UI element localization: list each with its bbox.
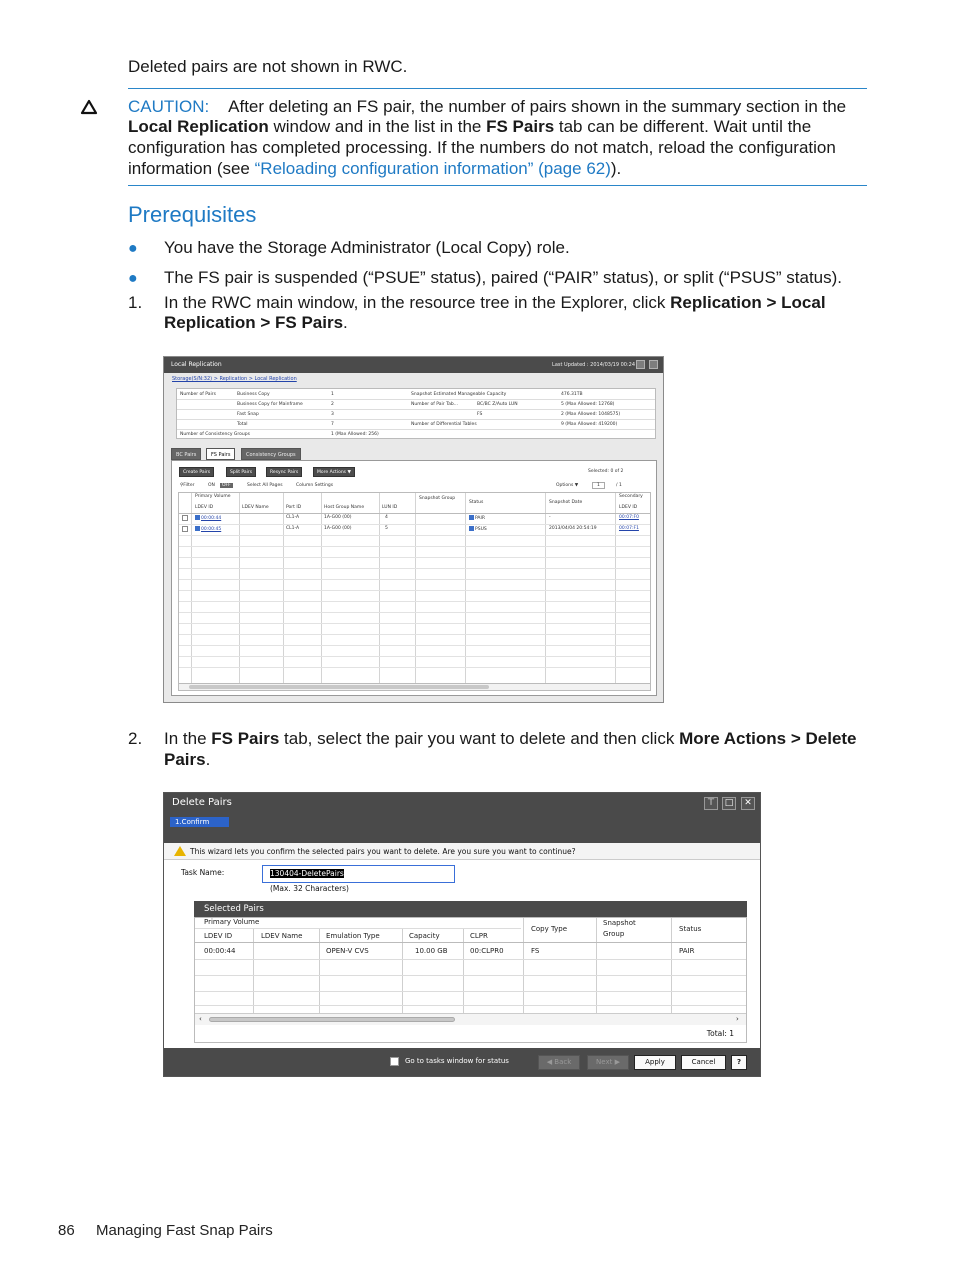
scroll-thumb[interactable] bbox=[209, 1017, 455, 1022]
cancel-button[interactable]: Cancel bbox=[681, 1055, 726, 1070]
step-1-line-2 bbox=[164, 313, 348, 334]
status-cell bbox=[469, 515, 485, 521]
split-pairs-button[interactable]: Split Pairs bbox=[226, 467, 256, 477]
grid-col bbox=[321, 493, 322, 683]
step-1-number: 1. bbox=[128, 293, 143, 312]
grid-col bbox=[239, 493, 240, 683]
col-header: Capacity bbox=[409, 932, 440, 940]
close-icon[interactable]: ✕ bbox=[741, 797, 755, 810]
row-checkbox[interactable] bbox=[182, 526, 188, 532]
task-name-value: 130404-DeletePairs bbox=[270, 869, 344, 878]
grid-row-line bbox=[179, 623, 650, 624]
tab-fs-pairs[interactable]: FS Pairs bbox=[206, 448, 235, 460]
caution-bold-fs-pairs: FS Pairs bbox=[486, 117, 555, 136]
host-group: 1A-G00 (00) bbox=[324, 526, 352, 531]
grid-row-line bbox=[179, 557, 650, 558]
status: PAIR bbox=[679, 947, 695, 955]
col-header: Copy Type bbox=[531, 925, 568, 933]
lun-id: 4 bbox=[385, 515, 388, 520]
caution-line-2 bbox=[128, 117, 811, 138]
step-1-bold-a: Replication > Local bbox=[670, 293, 826, 312]
secondary-ldev-link[interactable]: 00:07:F1 bbox=[619, 526, 639, 531]
summary-value: 7 bbox=[331, 422, 334, 427]
filter-on-toggle[interactable]: ON bbox=[208, 483, 215, 488]
grid-row-line bbox=[179, 590, 650, 591]
grid-row-line bbox=[195, 991, 746, 992]
summary-label: Business Copy bbox=[237, 392, 270, 397]
grid-col bbox=[523, 918, 524, 1013]
summary-label: Fast Snap bbox=[237, 412, 259, 417]
col-header: LDEV Name bbox=[242, 505, 269, 510]
col-header: Snapshot Date bbox=[549, 500, 583, 505]
summary-divider bbox=[177, 429, 655, 430]
host-group: 1A-G00 (00) bbox=[324, 515, 352, 520]
go-to-tasks-checkbox[interactable] bbox=[390, 1057, 399, 1066]
footer-section: Managing Fast Snap Pairs bbox=[96, 1222, 273, 1239]
grid-row-line bbox=[179, 535, 650, 536]
grid-col bbox=[465, 493, 466, 683]
summary-value: 2 (Max Allowed: 1048575) bbox=[561, 412, 621, 417]
step-1-text: In the RWC main window, in the resource tree in the Explorer, click bbox=[164, 293, 671, 312]
task-name-label: Task Name: bbox=[181, 868, 225, 877]
summary-divider bbox=[177, 399, 655, 400]
col-header: LDEV Name bbox=[261, 932, 303, 940]
help-icon[interactable] bbox=[649, 360, 658, 369]
grid-header-divider bbox=[195, 942, 746, 943]
summary-section bbox=[176, 388, 656, 439]
filter-button[interactable]: ⚲Filter bbox=[180, 483, 195, 488]
grid-col bbox=[379, 493, 380, 683]
total-count: Total: 1 bbox=[706, 1029, 734, 1038]
page-number: 86 bbox=[58, 1222, 75, 1239]
grid-row-line bbox=[195, 959, 746, 960]
ldev-id: 00:00:44 bbox=[201, 516, 222, 521]
maximize-icon[interactable]: □ bbox=[722, 797, 736, 810]
col-header: LUN ID bbox=[382, 505, 398, 510]
summary-value: 9 (Max Allowed: 419200) bbox=[561, 422, 618, 427]
summary-label: Number of Pairs bbox=[180, 392, 216, 397]
caution-line-1 bbox=[128, 97, 846, 118]
ldev-link[interactable] bbox=[195, 526, 221, 532]
refresh-icon[interactable] bbox=[636, 360, 645, 369]
col-header: Status bbox=[469, 500, 484, 505]
clpr: 00:CLPR0 bbox=[470, 947, 504, 955]
more-actions-button[interactable]: More Actions ▼ bbox=[313, 467, 355, 477]
summary-value: 1 bbox=[331, 392, 334, 397]
caution-label: CAUTION: bbox=[128, 97, 210, 116]
grid-col bbox=[402, 928, 403, 1013]
step-2-bold-a: FS Pairs bbox=[211, 729, 280, 748]
col-header: Secondary bbox=[619, 494, 643, 499]
breadcrumb[interactable]: Storage(S/N:32) > Replication > Local Replication bbox=[172, 376, 297, 382]
status-cell bbox=[469, 526, 487, 532]
grid-col bbox=[283, 493, 284, 683]
bullet-dot: ● bbox=[128, 240, 138, 257]
port-id: CL1-A bbox=[286, 515, 300, 520]
grid-col bbox=[615, 493, 616, 683]
grid-row-line bbox=[179, 645, 650, 646]
summary-label: Number of Pair Tab... bbox=[411, 402, 458, 407]
grid-row-line bbox=[179, 612, 650, 613]
page-number-input[interactable]: 1 bbox=[592, 482, 605, 489]
step-2-bold-c: Pairs bbox=[164, 750, 206, 769]
tab-bc-pairs[interactable]: BC Pairs bbox=[171, 448, 201, 460]
grid-header-divider bbox=[179, 513, 650, 514]
step-1-end: . bbox=[343, 313, 348, 332]
col-header: Primary Volume bbox=[195, 494, 231, 499]
bullet-dot: ● bbox=[128, 270, 138, 287]
status-text: PSUS bbox=[475, 527, 487, 532]
grid-row-line bbox=[179, 601, 650, 602]
section-heading: Prerequisites bbox=[128, 202, 257, 227]
grid-row-line bbox=[179, 656, 650, 657]
filter-icon[interactable]: ⊤ bbox=[704, 797, 718, 810]
step-2-end: . bbox=[205, 750, 211, 769]
summary-label: Total bbox=[237, 422, 248, 427]
page-count: / 1 bbox=[616, 483, 622, 488]
step-2-text-a: In the bbox=[164, 729, 212, 748]
pair-status-icon bbox=[469, 526, 474, 531]
grid-row-line bbox=[179, 546, 650, 547]
caution-text-1: After deleting an FS pair, the number of pairs shown in the summary section in the bbox=[228, 97, 847, 116]
step-1-bold-b: Replication > FS Pairs bbox=[164, 313, 344, 332]
col-header: Port ID bbox=[286, 505, 302, 510]
col-header: Emulation Type bbox=[326, 932, 380, 940]
col-header: Snapshot Group bbox=[603, 919, 636, 938]
scroll-left-icon[interactable]: ‹ bbox=[199, 1015, 202, 1023]
ldev-id: 00:00:45 bbox=[201, 527, 222, 532]
snapshot-date: - bbox=[549, 515, 551, 520]
scroll-right-icon[interactable]: › bbox=[736, 1015, 739, 1023]
grid-col bbox=[191, 493, 192, 683]
caution-top-rule bbox=[128, 88, 867, 89]
fs-pairs-table bbox=[178, 492, 651, 684]
scroll-thumb[interactable] bbox=[189, 685, 489, 689]
grid-row-line bbox=[179, 524, 650, 525]
caution-line-4 bbox=[128, 159, 621, 180]
summary-value: 5 (Max Allowed: 12768) bbox=[561, 402, 615, 407]
summary-value: 1 (Max Allowed: 256) bbox=[331, 432, 379, 437]
summary-divider bbox=[177, 409, 655, 410]
caution-text-4b: ). bbox=[610, 159, 622, 178]
col-header: Host Group Name bbox=[324, 505, 365, 510]
volume-icon bbox=[195, 515, 200, 520]
primary-volume-header: Primary Volume bbox=[204, 918, 260, 926]
row-checkbox[interactable] bbox=[182, 515, 188, 521]
caution-line-3: configuration has completed processing. If the numbers do not match, reload the configuration bbox=[128, 138, 836, 157]
lun-id: 5 bbox=[385, 526, 388, 531]
local-replication-title: Local Replication bbox=[171, 361, 222, 368]
summary-value: 3 bbox=[331, 412, 334, 417]
caution-bottom-rule bbox=[128, 185, 867, 186]
selected-pairs-header: Selected Pairs bbox=[194, 901, 747, 917]
step-2-number: 2. bbox=[128, 729, 143, 748]
create-pairs-button[interactable]: Create Pairs bbox=[179, 467, 214, 477]
grid-col bbox=[596, 918, 597, 1013]
bullet-2: The FS pair is suspended (“PSUE” status), paired (“PAIR” status), or split (“PSUS” status). bbox=[164, 268, 842, 287]
status-text: PAIR bbox=[475, 516, 485, 521]
caution-icon bbox=[80, 99, 98, 115]
local-replication-screenshot bbox=[163, 356, 664, 703]
confirm-message-bar bbox=[164, 843, 760, 860]
horizontal-scrollbar[interactable] bbox=[195, 1013, 746, 1025]
grid-row-line bbox=[195, 928, 521, 929]
secondary-ldev-link[interactable]: 00:07:F0 bbox=[619, 515, 639, 520]
col-header: LDEV ID bbox=[204, 932, 233, 940]
column-settings-button[interactable]: Column Settings bbox=[296, 483, 334, 488]
caution-text-2a: window and in the list in the bbox=[268, 117, 487, 136]
grid-row-line bbox=[179, 579, 650, 580]
filter-off-toggle[interactable]: OFF bbox=[222, 483, 231, 488]
wizard-step-confirm: 1.Confirm bbox=[170, 817, 229, 827]
intro-line: Deleted pairs are not shown in RWC. bbox=[128, 57, 408, 76]
grid-row-line bbox=[179, 667, 650, 668]
summary-label: Snapshot Estimated Manageable Capacity bbox=[411, 392, 507, 397]
tab-consistency-groups[interactable]: Consistency Groups bbox=[241, 448, 301, 460]
summary-label: Business Copy for Mainframe bbox=[237, 402, 303, 407]
reloading-config-link[interactable]: “Reloading configuration information” (page 62) bbox=[254, 159, 611, 178]
select-all-pages-button[interactable]: Select All Pages bbox=[247, 483, 283, 488]
last-updated: Last Updated : 2014/03/19 00:24 bbox=[552, 362, 635, 368]
grid-row-line bbox=[179, 568, 650, 569]
step-2-line-1 bbox=[164, 729, 857, 750]
warning-icon bbox=[174, 846, 186, 856]
step-2-bold-b: More Actions > Delete bbox=[679, 729, 857, 748]
summary-label: BC/BC Z/Auto LUN bbox=[477, 402, 518, 407]
selected-pairs-table bbox=[194, 917, 747, 1043]
caution-bold-local-replication: Local Replication bbox=[128, 117, 269, 136]
confirm-message: This wizard lets you confirm the selected pairs you want to delete. Are you sure you want to continue? bbox=[190, 847, 576, 856]
grid-col bbox=[463, 928, 464, 1013]
grid-row-line bbox=[179, 634, 650, 635]
go-to-tasks-label: Go to tasks window for status bbox=[405, 1057, 509, 1065]
grid-col bbox=[319, 928, 320, 1013]
ldev-link[interactable] bbox=[195, 515, 221, 521]
apply-button[interactable]: Apply bbox=[634, 1055, 676, 1070]
col-header: LDEV ID bbox=[619, 505, 638, 510]
summary-label: Number of Differential Tables bbox=[411, 422, 477, 427]
grid-row-line bbox=[195, 1005, 746, 1006]
task-name-hint: (Max. 32 Characters) bbox=[270, 884, 349, 893]
next-button[interactable]: Next ▶ bbox=[587, 1055, 629, 1070]
col-header: Status bbox=[679, 925, 702, 933]
delete-pairs-screenshot bbox=[163, 792, 761, 1077]
summary-label: FS bbox=[477, 412, 483, 417]
col-header: CLPR bbox=[470, 932, 488, 940]
help-button[interactable]: ? bbox=[731, 1055, 747, 1070]
back-button[interactable]: ◀ Back bbox=[538, 1055, 580, 1070]
grid-row-line bbox=[195, 975, 746, 976]
pair-status-icon bbox=[469, 515, 474, 520]
col-header: LDEV ID bbox=[195, 505, 214, 510]
ldev-id: 00:00:44 bbox=[204, 947, 236, 955]
caution-text-4a: information (see bbox=[128, 159, 255, 178]
col-header: Snapshot Group bbox=[419, 496, 456, 501]
task-name-input[interactable] bbox=[262, 865, 455, 883]
caution-text-2b: tab can be different. Wait until the bbox=[554, 117, 812, 136]
grid-col bbox=[545, 493, 546, 683]
step-1-line-1 bbox=[164, 293, 826, 314]
bullet-1: You have the Storage Administrator (Local Copy) role. bbox=[164, 238, 570, 257]
fs-pairs-panel bbox=[171, 460, 657, 696]
snapshot-date: 2013/04/04 20:54:19 bbox=[549, 526, 597, 531]
resync-pairs-button[interactable]: Resync Pairs bbox=[266, 467, 302, 477]
copy-type: FS bbox=[531, 947, 540, 955]
summary-value: 2 bbox=[331, 402, 334, 407]
grid-col bbox=[671, 918, 672, 1013]
capacity: 10.00 GB bbox=[415, 947, 448, 955]
grid-col bbox=[415, 493, 416, 683]
step-2-text-b: tab, select the pair you want to delete and then click bbox=[279, 729, 680, 748]
local-replication-titlebar bbox=[164, 357, 663, 373]
port-id: CL1-A bbox=[286, 526, 300, 531]
emulation-type: OPEN-V CVS bbox=[326, 947, 369, 955]
summary-label: Number of Consistency Groups bbox=[180, 432, 250, 437]
horizontal-scrollbar[interactable] bbox=[178, 683, 651, 691]
delete-pairs-title: Delete Pairs bbox=[172, 797, 232, 808]
delete-pairs-header bbox=[164, 793, 760, 843]
grid-col bbox=[253, 928, 254, 1013]
selected-count: Selected: 0 of 2 bbox=[588, 469, 624, 474]
summary-divider bbox=[177, 419, 655, 420]
summary-value: 476.31TB bbox=[561, 392, 583, 397]
volume-icon bbox=[195, 526, 200, 531]
options-dropdown[interactable]: Options ▼ bbox=[556, 483, 579, 488]
step-2-line-2 bbox=[164, 750, 210, 771]
wizard-footer bbox=[164, 1048, 760, 1076]
